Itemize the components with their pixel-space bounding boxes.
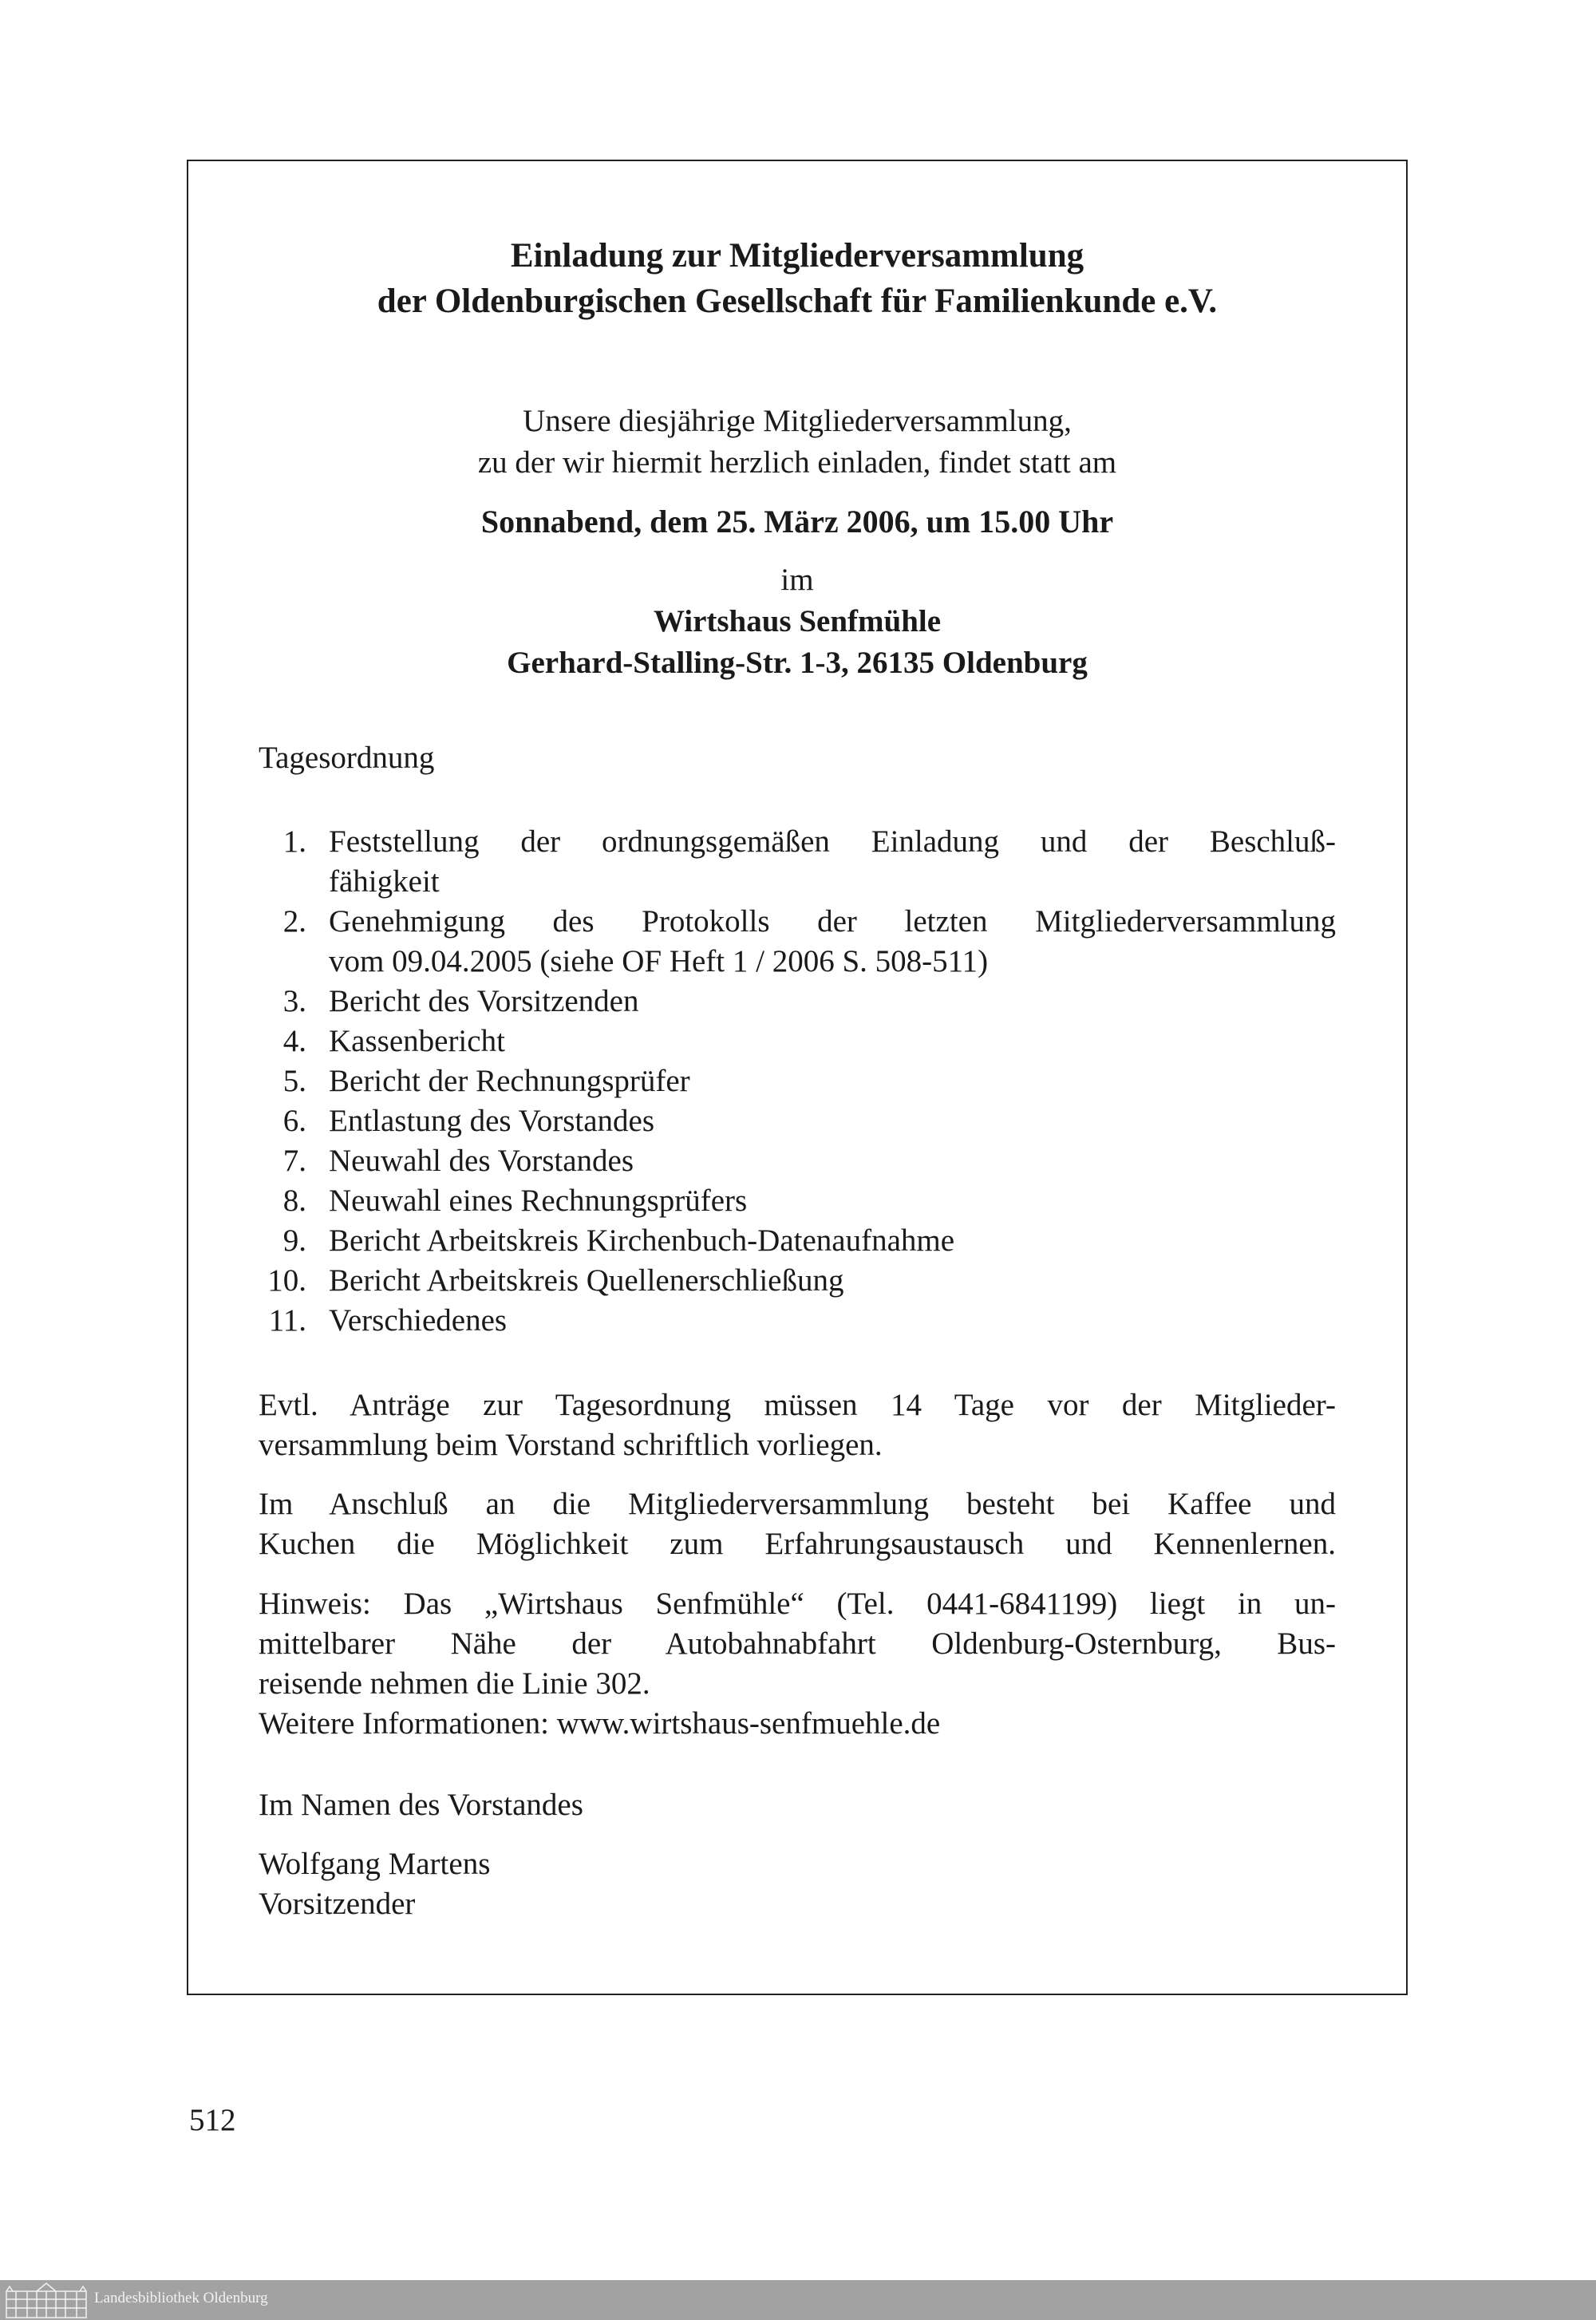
text-line: Kuchen die Möglichkeit zum Erfahrungsaustausch und Kennenlernen. [259, 1527, 1336, 1561]
agenda-item-text [329, 1022, 1336, 1061]
agenda-item-text [329, 1061, 1336, 1101]
paragraph-antraege [259, 1385, 1336, 1465]
library-building-icon [5, 2282, 88, 2318]
agenda-item-number: 2. [282, 904, 306, 939]
agenda-item-number: 7. [282, 1144, 306, 1178]
agenda-item-line: Neuwahl eines Rechnungsprüfers [329, 1184, 748, 1218]
venue-address: Gerhard-Stalling-Str. 1-3, 26135 Oldenburg [507, 646, 1088, 680]
agenda-item-line: Entlastung des Vorstandes [329, 1104, 655, 1138]
text-line: Hinweis: Das „Wirtshaus Senfmühle“ (Tel. 0441-6841199) liegt in un- [259, 1587, 1336, 1621]
agenda-item-number: 11. [268, 1303, 306, 1338]
paragraph-hinweis [259, 1584, 1336, 1744]
agenda-item-number: 6. [282, 1104, 306, 1138]
title-line-1: Einladung zur Mitgliederversammlung [510, 237, 1084, 275]
agenda-item-line: Neuwahl des Vorstandes [329, 1144, 634, 1178]
library-name: Landesbibliothek Oldenburg [94, 2290, 268, 2306]
agenda-item [259, 902, 1336, 982]
agenda-item [259, 1101, 1336, 1141]
venue [187, 559, 1408, 684]
intro-line-1: Unsere diesjährige Mitgliederversammlung, [523, 404, 1072, 438]
agenda-item-number: 5. [282, 1064, 306, 1098]
meeting-date: Sonnabend, dem 25. März 2006, um 15.00 Uhr [480, 504, 1114, 539]
text-line: mittelbarer Nähe der Autobahnabfahrt Oldenburg-Osternburg, Bus- [259, 1626, 1336, 1661]
agenda-item-number: 10. [267, 1263, 306, 1298]
agenda-item-number: 4. [282, 1024, 306, 1058]
agenda-item-text [329, 902, 1336, 982]
agenda-item-text [329, 982, 1336, 1022]
agenda-heading: Tagesordnung [259, 741, 435, 775]
agenda-item [259, 1221, 1336, 1261]
intro-line-2: zu der wir hiermit herzlich einladen, findet statt am [477, 445, 1117, 480]
page-number: 512 [189, 2103, 236, 2137]
text-line: reisende nehmen die Linie 302. [259, 1666, 650, 1701]
agenda-item [259, 822, 1336, 902]
agenda-item-line: Verschiedenes [329, 1303, 508, 1338]
agenda-item [259, 1301, 1336, 1341]
venue-prep: im [780, 563, 814, 597]
agenda-item-text [329, 1261, 1336, 1301]
website-text: Weitere Informationen: www.wirtshaus-senfmuehle.de [259, 1706, 941, 1741]
text-line: Evtl. Anträge zur Tagesordnung müssen 14 Tage vor der Mitglieder- [259, 1388, 1336, 1422]
agenda-item [259, 1181, 1336, 1221]
agenda-item-text [329, 1141, 1336, 1181]
agenda-item-line: Bericht Arbeitskreis Quellenerschließung [329, 1263, 844, 1298]
footer-bar [0, 2280, 1596, 2320]
agenda-item-line: Genehmigung des Protokolls der letzten Mitgliederversammlung [329, 904, 1336, 939]
signature [259, 1844, 1336, 1924]
closing: Im Namen des Vorstandes [259, 1788, 583, 1822]
agenda-item [259, 982, 1336, 1022]
signatory-role: Vorsitzender [259, 1887, 416, 1921]
agenda-list [259, 822, 1336, 1341]
agenda-item-line: Feststellung der ordnungsgemäßen Einladung und der Beschluß- [329, 824, 1336, 859]
agenda-item [259, 1061, 1336, 1101]
agenda-item-text [329, 1181, 1336, 1221]
agenda-item-text [329, 1301, 1336, 1341]
agenda-item-line: fähigkeit [329, 864, 440, 899]
agenda-item-line: Kassenbericht [329, 1024, 505, 1058]
agenda-item-line: Bericht Arbeitskreis Kirchenbuch-Datenaufnahme [329, 1223, 955, 1258]
agenda-item-text [329, 1101, 1336, 1141]
agenda-item-line: vom 09.04.2005 (siehe OF Heft 1 / 2006 S. 508-511) [329, 944, 989, 978]
invitation-content [187, 233, 1408, 1924]
agenda-item-number: 8. [282, 1184, 306, 1218]
agenda-item-number: 9. [282, 1223, 306, 1258]
agenda-item-text [329, 1221, 1336, 1261]
agenda-item-text [329, 822, 1336, 902]
signatory-name: Wolfgang Martens [259, 1847, 491, 1881]
agenda-item-line: Bericht des Vorsitzenden [329, 984, 639, 1018]
text-line: versammlung beim Vorstand schriftlich vorliegen. [259, 1428, 883, 1462]
page-title [187, 233, 1408, 324]
agenda-item [259, 1261, 1336, 1301]
text-line: Im Anschluß an die Mitgliederversammlung besteht bei Kaffee und [259, 1487, 1336, 1521]
agenda-item [259, 1022, 1336, 1061]
title-line-2: der Oldenburgischen Gesellschaft für Familienkunde e.V. [377, 283, 1218, 320]
venue-name: Wirtshaus Senfmühle [653, 604, 942, 638]
agenda-item-number: 1. [282, 824, 306, 859]
intro-text [187, 401, 1408, 484]
agenda-item [259, 1141, 1336, 1181]
agenda-item-number: 3. [282, 984, 306, 1018]
agenda-item-line: Bericht der Rechnungsprüfer [329, 1064, 690, 1098]
paragraph-anschluss [259, 1484, 1336, 1564]
